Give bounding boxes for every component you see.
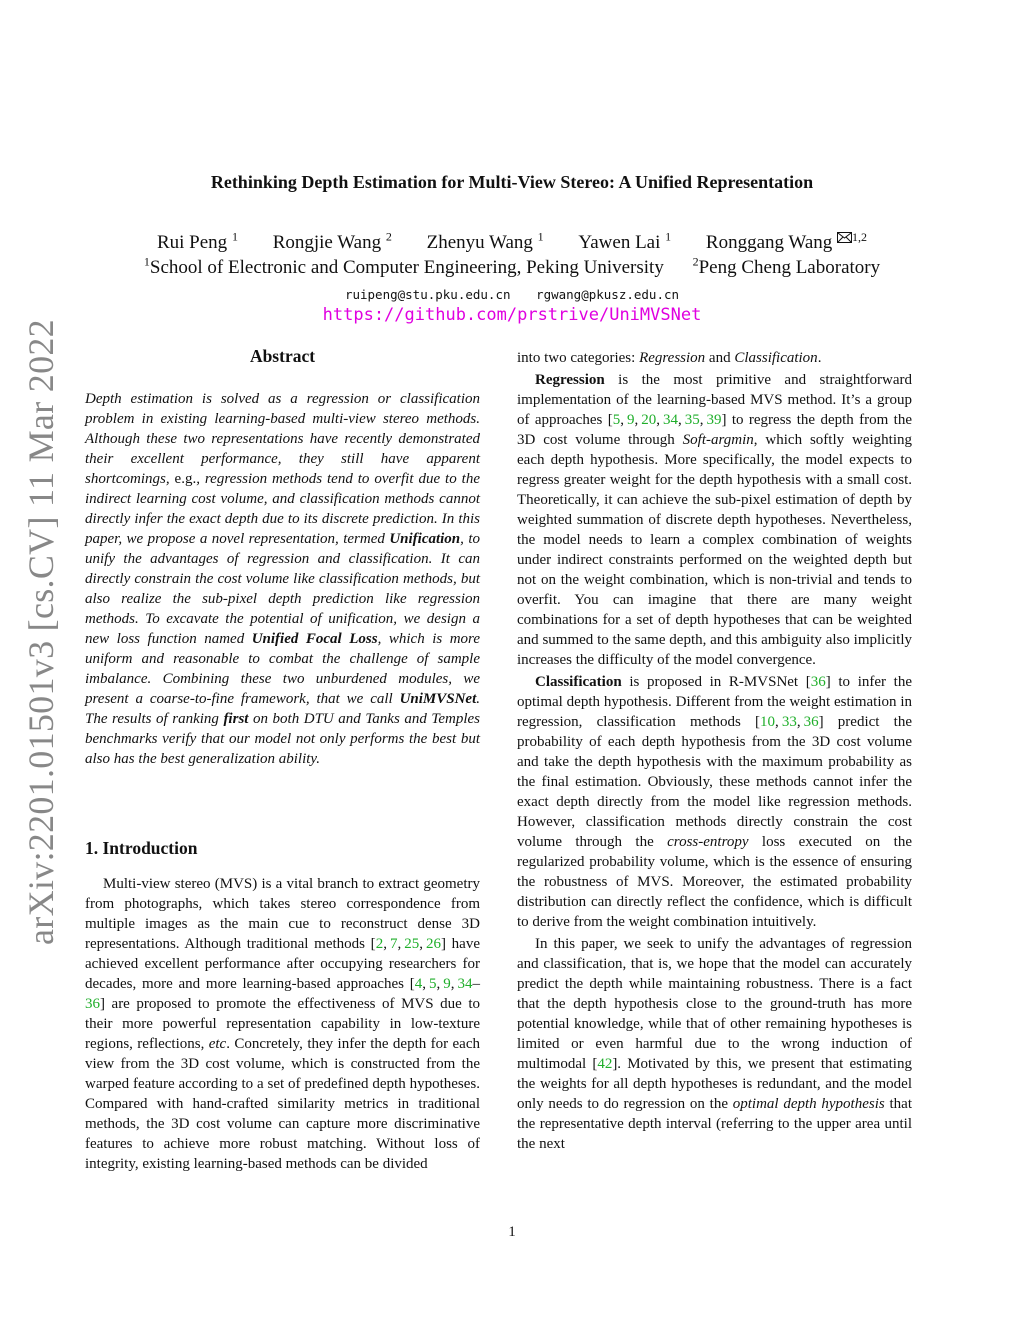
citation-link[interactable]: 36 bbox=[810, 674, 826, 690]
affiliation: $^1$School of Electronic and Computer Engineering, Peking University bbox=[143, 254, 664, 278]
citation-link[interactable]: 2 bbox=[375, 936, 384, 952]
author: Yawen Lai $^1$ bbox=[578, 229, 672, 253]
citation-link[interactable]: 42 bbox=[597, 1056, 613, 1072]
citation-link[interactable]: 26 bbox=[425, 936, 441, 952]
author-list bbox=[0, 229, 1024, 254]
citation-link[interactable]: 9 bbox=[443, 976, 451, 992]
citation-link[interactable]: 20 bbox=[641, 412, 657, 428]
right-column bbox=[517, 348, 912, 1154]
citation-link[interactable]: 25 bbox=[404, 936, 420, 952]
author: Ronggang Wang $^{1,2}$ bbox=[705, 229, 867, 253]
citation-link[interactable]: 4 bbox=[414, 976, 423, 992]
citation-link[interactable]: 5 bbox=[612, 412, 621, 428]
email[interactable]: rgwang@pkusz.edu.cn bbox=[536, 287, 680, 302]
page-number: 1 bbox=[508, 1224, 516, 1240]
arxiv-identifier: arXiv:2201.01501v3 [cs.CV] 11 Mar 2022 bbox=[21, 319, 61, 945]
email[interactable]: ruipeng@stu.pku.edu.cn bbox=[344, 287, 511, 302]
author-emails bbox=[0, 287, 1024, 302]
paragraph-continuation: into two categories: Regression and Classification. bbox=[517, 350, 822, 366]
github-link[interactable]: https://github.com/prstrive/UniMVSNet bbox=[322, 305, 702, 325]
regression-paragraph: Regression is the most primitive and straightforward implementation of the learning-based MVS method. It’s a group of approaches [5, 9, 20, 34, 35, 39] to regress the depth from the 3D cost volume through Soft-argmin, which softly weighting each depth hypothesis. More specifically, the model expects to regress greater weight for the depth hypothesis with a small cost. Theoretically, it can achieve the sub-pixel estimation of depth by weighted summation of discrete depth hypotheses. Nevertheless, the model needs to learn a complex combination of weights under indirect constraints performed on the weighted depth but not on the weight combination, which is non-trivial and tends to overfit. You can imagine that there are many weight combinations for a set of depth hypotheses that can be weighted and summed to the same depth, and this ambiguity also implicitly increases the difficulty of the model convergence. bbox=[517, 372, 912, 668]
classification-paragraph: Classification is proposed in R-MVSNet [36] to infer the optimal depth hypothesis. Different from the weight estimation in regression, classification methods [10, 33, 36] predict the probability of each depth hypothesis from the 3D cost volume and take the depth hypothesis with the maximum probability as the final estimation. Obviously, these methods cannot infer the exact depth directly from the model like regression methods. However, classification methods directly constrain the cost volume through the cross-entropy loss executed on the regularized probability volume, which is the essence of ensuring the robustness of MVS. Moreover, the estimated probability distribution can directly reflect the confidence, which is difficult to derive from the weight combination intuitively. bbox=[517, 674, 913, 930]
citation-link[interactable]: 33 bbox=[781, 714, 797, 730]
citation-link[interactable]: 35 bbox=[684, 412, 700, 428]
envelope-icon bbox=[837, 232, 852, 243]
citation-link[interactable]: 5 bbox=[428, 976, 437, 992]
citation-link[interactable]: 34 bbox=[457, 976, 473, 992]
paper-title: Rethinking Depth Estimation for Multi-View Stereo: A Unified Representation bbox=[210, 172, 814, 192]
citation-link[interactable]: 9 bbox=[626, 412, 635, 428]
introduction-paragraph: Multi-view stereo (MVS) is a vital branch to extract geometry from photographs, which takes stereo correspondence from multiple images as the main cue to reconstruct dense 3D representations. Although traditional methods [2, 7, 25, 26] have achieved excellent performance after occupying researchers for decades, more and more learning-based approaches [4, 5, 9, 34–36] are proposed to promote the effectiveness of MVS due to their more powerful representation capability in low-texture regions, reflections, etc. Concretely, they infer the depth for each view from the 3D cost volume, which is constructed from the warped feature according to a set of predefined depth hypotheses. Compared with hand-crafted similarity metrics in traditional methods, the 3D cost volume can capture more discriminative features to achieve more robust matching. Without loss of integrity, existing learning-based methods can be divided bbox=[85, 876, 480, 1172]
affiliation: $^2$Peng Cheng Laboratory bbox=[692, 254, 881, 278]
citation-link[interactable]: 39 bbox=[706, 412, 722, 428]
abstract-heading: Abstract bbox=[249, 346, 316, 366]
citation-link[interactable]: 36 bbox=[85, 996, 100, 1012]
author: Zhenyu Wang $^1$ bbox=[426, 229, 544, 253]
citation-link[interactable]: 7 bbox=[389, 936, 398, 952]
citation-link[interactable]: 36 bbox=[803, 714, 819, 730]
affiliation-list bbox=[0, 254, 1024, 279]
abstract-text: Depth estimation is solved as a regression or classification problem in existing learning-based multi-view stereo methods. Although these two representations have recently demonstrated their excellent performance, they still have apparent shortcomings, e.g., regression methods tend to overfit due to the indirect learning cost volume, and classification methods cannot directly infer the exact depth due to its discrete prediction. In this paper, we propose a novel representation, termed Unification, to unify the advantages of regression and classification. It can directly constrain the cost volume like classification methods, but also realize the sub-pixel depth prediction like regression methods. To excavate the potential of unification, we design a new loss function named Unified Focal Loss, which is more uniform and reasonable to combat the challenge of sample imbalance. Combining these two unburdened modules, we present a coarse-to-fine framework, that we call UniMVSNet. The results of ranking first on both DTU and Tanks and Temples benchmarks verify that our model not only performs the best but also has the best generalization ability. bbox=[85, 391, 481, 767]
section-heading-introduction: 1. Introduction bbox=[85, 838, 198, 858]
author: Rui Peng $^1$ bbox=[156, 229, 238, 253]
citation-link[interactable]: 10 bbox=[760, 714, 776, 730]
author: Rongjie Wang $^2$ bbox=[272, 229, 392, 253]
citation-link[interactable]: 34 bbox=[662, 412, 678, 428]
unification-paragraph: In this paper, we seek to unify the advantages of regression and classification, that is, we hope that the model can accurately predict the depth while maintaining robustness. There is a fact that the depth hypothesis close to the ground-truth has more potential knowledge, while that of other remaining hypotheses is limited or even harmful due to the wrong induction of multimodal [42]. Motivated by this, we present that estimating the weights for all depth hypotheses is redundant, and the model only needs to do regression on the optimal depth hypothesis that the representative depth interval (referring to the upper area until the next bbox=[517, 936, 912, 1152]
